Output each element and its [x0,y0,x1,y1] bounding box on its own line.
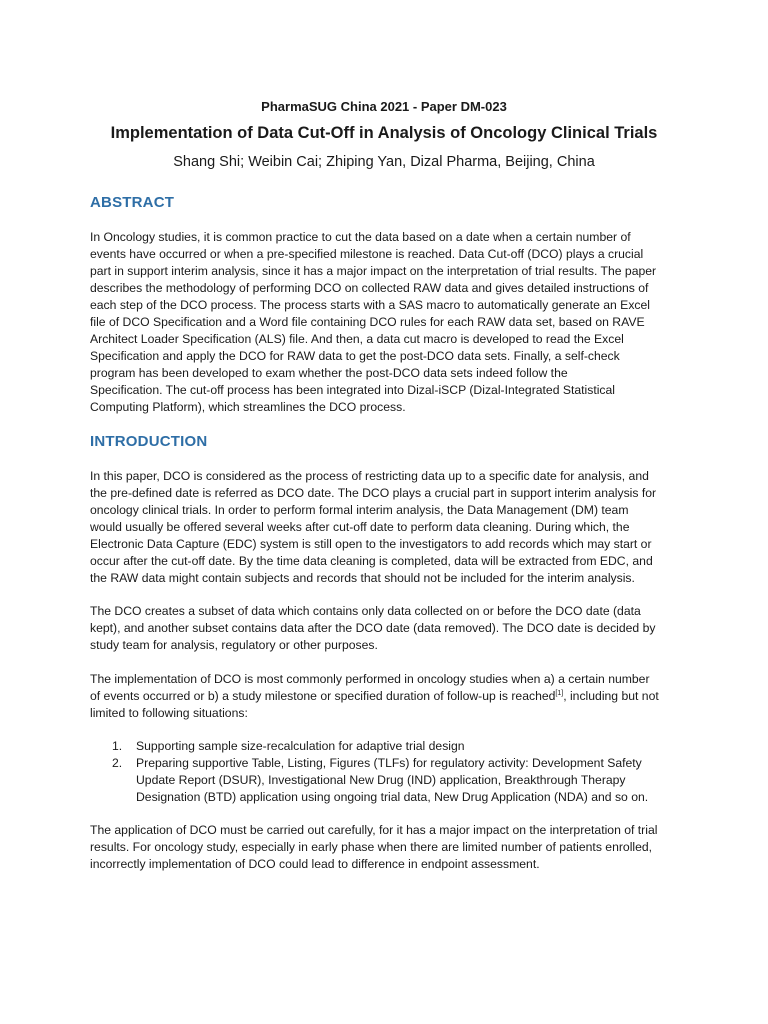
text-line: Update Report (DSUR), Investigational New Drug (IND) application, Breakthrough Therapy [136,773,626,787]
text-line: results. For oncology study, especially in early phase when there are limited number of patients enrolled, [90,840,653,854]
text-line: the pre-defined date is referred as DCO date. The DCO plays a crucial part in support interim analysis for [90,486,657,500]
intro-paragraph-2 [90,603,690,654]
text-line: Specification and apply the DCO for RAW data to get the post-DCO data sets. Finally, a self-check [90,349,620,363]
text-line: the RAW data might contain subjects and records that should not be included for the interim analysis. [90,571,635,585]
text-line: Preparing supportive Table, Listing, Figures (TLFs) for regulatory activity: Development Safety [136,756,642,770]
text-line: Supporting sample size-recalculation for adaptive trial design [136,739,465,753]
text-line: kept), and another subset contains data after the DCO date (data removed). The DCO date is decided by [90,621,656,635]
text-line: part in support interim analysis, since it has a major impact on the interpretation of trial results. The paper [90,264,657,278]
text-line: occur after the cut-off date. By the time data cleaning is completed, data will be extracted from EDC, and [90,554,653,568]
list-item [90,738,690,755]
text-line: Specification. The cut-off process has been integrated into Dizal-iSCP (Dizal-Integrated Statistical [90,383,616,397]
text-line: Designation (BTD) application using ongoing trial data, New Drug Application (NDA) and so on. [136,790,649,804]
intro-paragraph-1 [90,468,690,587]
paper-title: Implementation of Data Cut-Off in Analysis of Oncology Clinical Trials [110,124,658,142]
text-fragment: , including but not [563,689,659,703]
text-line: Electronic Data Capture (EDC) system is still open to the investigators to add records which may start or [90,537,652,551]
text-line: incorrectly implementation of DCO could lead to difference in endpoint assessment. [90,857,540,871]
abstract-paragraph [90,229,690,416]
text-line: each step of the DCO process. The process starts with a SAS macro to automatically generate an Excel [90,298,650,312]
list-number: 2. [112,756,123,770]
text-line: The application of DCO must be carried out carefully, for it has a major impact on the interpretation of trial [90,823,658,837]
text-line: oncology clinical trials. In order to perform formal interim analysis, the Data Management (DM) team [90,503,629,517]
text-line: Computing Platform), which streamlines the DCO process. [90,400,406,414]
introduction-heading: INTRODUCTION [90,433,208,450]
situations-list [90,738,690,806]
abstract-heading: ABSTRACT [90,194,175,211]
text-line: events have occurred or when a pre-specified milestone is reached. Data Cut-off (DCO) plays a crucial [90,247,644,261]
text-line: Architect Loader Specification (ALS) file. And then, a data cut macro is developed to read the Excel [90,332,624,346]
text-line: In this paper, DCO is considered as the process of restricting data up to a specific date for analysis, and [90,469,649,483]
text-line: study team for analysis, regulatory or other purposes. [90,638,378,652]
text-line: program has been developed to exam whether the post-DCO data sets indeed follow the [90,366,568,380]
text-line [90,688,690,705]
text-line: file of DCO Specification and a Word file containing DCO rules for each RAW data set, based on RAVE [90,315,645,329]
list-number: 1. [112,739,123,753]
text-line: The implementation of DCO is most commonly performed in oncology studies when a) a certain number [90,672,650,686]
intro-paragraph-3 [90,671,690,722]
text-line: describes the methodology of performing DCO on collected RAW data and gives detailed instructions of [90,281,649,295]
citation-ref[interactable]: [1] [555,690,564,697]
text-line: The DCO creates a subset of data which contains only data collected on or before the DCO date (data [90,604,641,618]
text-line: limited to following situations: [90,706,248,720]
list-item [90,755,690,806]
text-line: In Oncology studies, it is common practice to cut the data based on a date when a certain number of [90,230,631,244]
text-fragment: of events occurred or b) a study milestone or specified duration of follow-up is reached [90,689,556,703]
text-line: would usually be offered several weeks after cut-off date to perform data cleaning. During which, the [90,520,630,534]
intro-paragraph-4 [90,822,690,873]
author-line: Shang Shi; Weibin Cai; Zhiping Yan, Dizal Pharma, Beijing, China [173,154,595,170]
conference-label: PharmaSUG China 2021 - Paper DM-023 [261,99,507,114]
